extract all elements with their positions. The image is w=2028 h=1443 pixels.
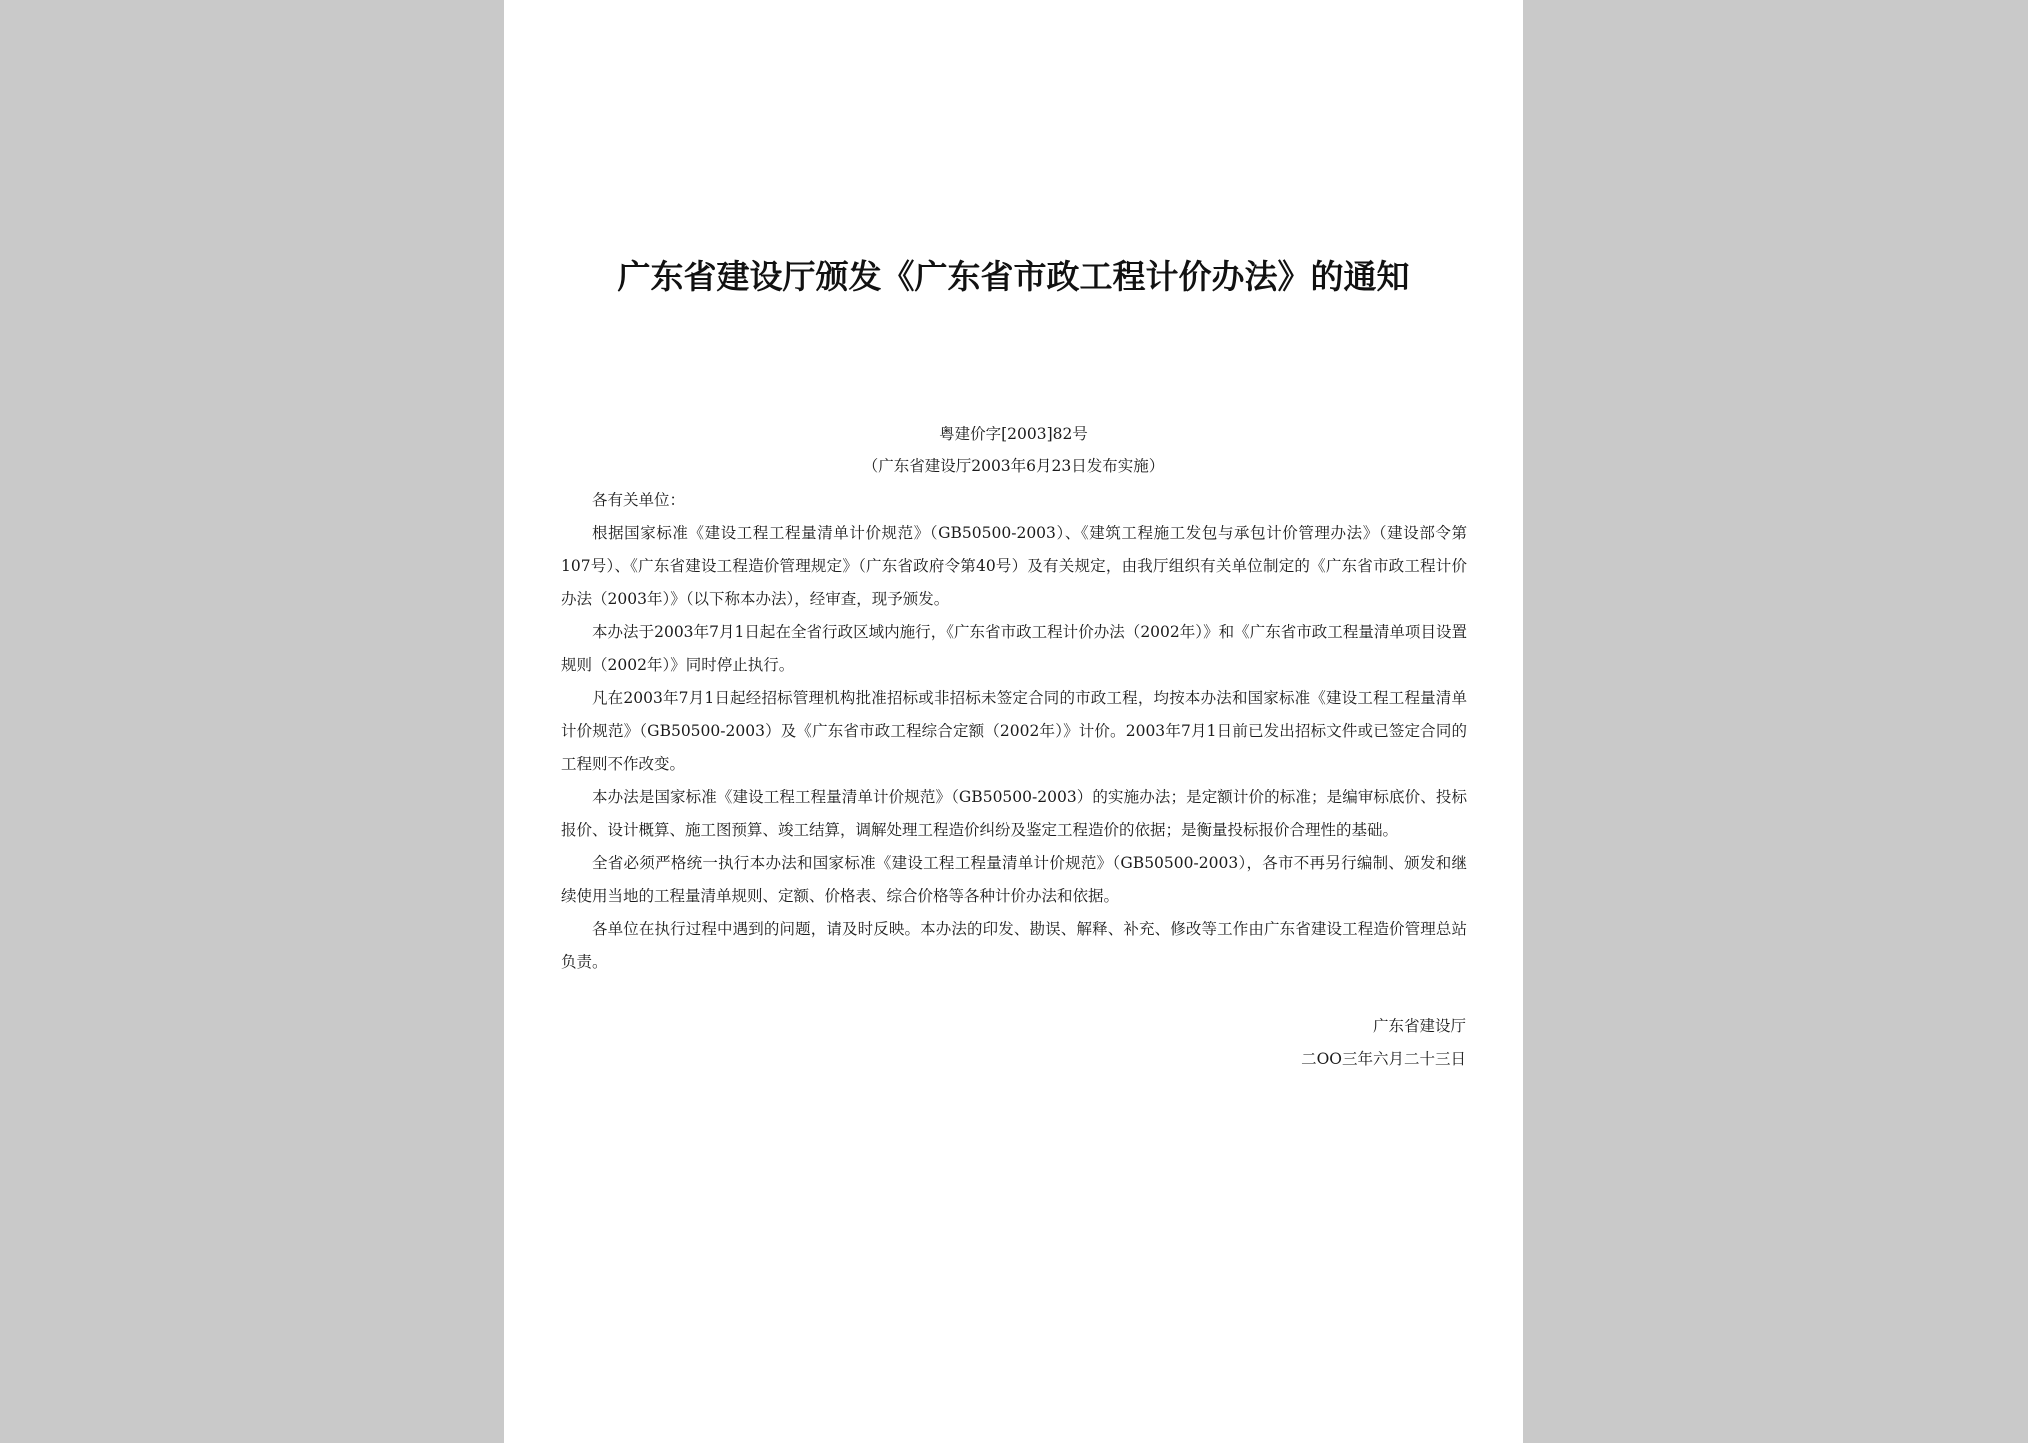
signature-date: 二OO三年六月二十三日 — [1301, 1050, 1466, 1068]
body-paragraph: 本办法是国家标准《建设工程工程量清单计价规范》（GB50500-2003）的实施办法；是定额计价的标准；是编审标底价、投标报价、设计概算、施工图预算、竣工结算，调解处理工程造价纠纷及鉴定工程造价的依据；是衡量投标报价合理性的基础。 — [561, 788, 1467, 839]
signature-organization: 广东省建设厅 — [1372, 1017, 1466, 1035]
body-paragraph: 凡在2003年7月1日起经招标管理机构批准招标或非招标未签定合同的市政工程，均按本办法和国家标准《建设工程工程量清单计价规范》（GB50500-2003）及《广东省市政工程综合定额（2002年）》计价。2003年7月1日前已发出招标文件或已签定合同的工程则不作改变。 — [561, 689, 1467, 773]
body-paragraph: 全省必须严格统一执行本办法和国家标准《建设工程工程量清单计价规范》（GB50500-2003），各市不再另行编制、颁发和继续使用当地的工程量清单规则、定额、价格表、综合价格等各种计价办法和依据。 — [561, 854, 1467, 905]
document-page — [504, 0, 1523, 1443]
document-body — [561, 484, 1467, 979]
body-paragraph: 本办法于2003年7月1日起在全省行政区域内施行，《广东省市政工程计价办法（2002年）》和《广东省市政工程量清单项目设置规则（2002年）》同时停止执行。 — [561, 623, 1467, 674]
issue-note: （广东省建设厅2003年6月23日发布实施） — [862, 457, 1165, 475]
salutation: 各有关单位： — [592, 491, 686, 509]
body-paragraph: 各单位在执行过程中遇到的问题，请及时反映。本办法的印发、勘误、解释、补充、修改等工作由广东省建设工程造价管理总站负责。 — [561, 920, 1467, 971]
body-paragraph: 根据国家标准《建设工程工程量清单计价规范》（GB50500-2003）、《建筑工程施工发包与承包计价管理办法》（建设部令第107号）、《广东省建设工程造价管理规定》（广东省政府令第40号）及有关规定，由我厅组织有关单位制定的《广东省市政工程计价办法（2003年）》（以下称本办法），经审查，现予颁发。 — [561, 524, 1467, 608]
document-title: 广东省建设厅颁发《广东省市政工程计价办法》的通知 — [617, 257, 1410, 296]
document-number: 粤建价字[2003]82号 — [939, 425, 1088, 443]
